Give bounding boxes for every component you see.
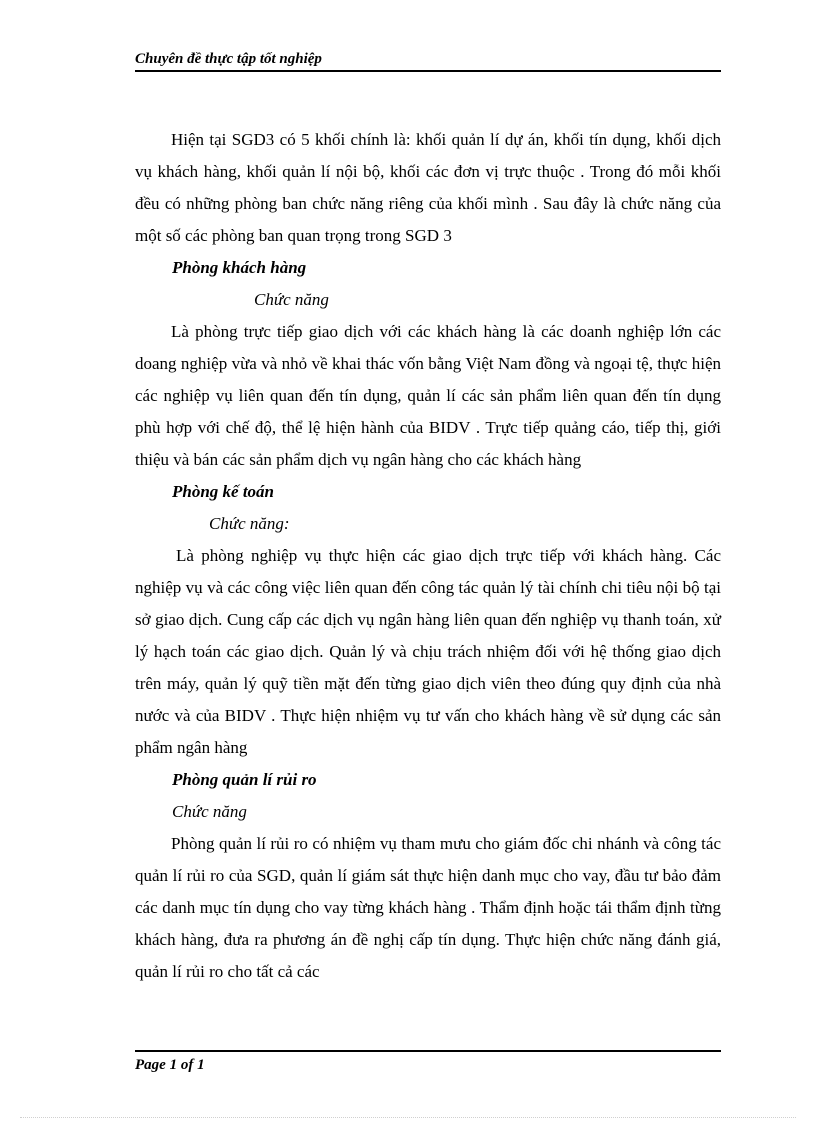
section-text-customer: Là phòng trực tiếp giao dịch với các khách hàng là các doanh nghiệp lớn các doang nghiệp vừa và nhỏ về khai thác vốn bằng Việt Nam đồng và ngoại tệ, thực hiện các nghiệp vụ liên quan đến tín dụng, quản lí các sản phẩm liên quan đến tín dụng phù hợp với chế độ, thể lệ hiện hành của BIDV . Trực tiếp quảng cáo, tiếp thị, giới thiệu và bán các sản phẩm dịch vụ ngân hàng cho các khách hàng [135,322,721,469]
section-heading-accounting: Phòng kế toán [172,482,275,501]
section-text-risk: Phòng quản lí rủi ro có nhiệm vụ tham mưu cho giám đốc chi nhánh và công tác quản lí rủi ro của SGD, quản lí giám sát thực hiện danh mục cho vay, đầu tư bảo đảm các danh mục tín dụng cho vay từng khách hàng . Thẩm định hoặc tái thẩm định từng khách hàng, đưa ra phương án đề nghị cấp tín dụng. Thực hiện chức năng đánh giá, quản lí rủi ro cho tất cả các [135,834,721,981]
intro-paragraph: Hiện tại SGD3 có 5 khối chính là: khối quản lí dự án, khối tín dụng, khối dịch vụ khách hàng, khối quản lí nội bộ, khối các đơn vị trực thuộc . Trong đó mỗi khối đều có những phòng ban chức năng riêng của khối mình . Sau đây là chức năng của một số các phòng ban quan trọng trong SGD 3 [135,130,721,245]
page-number: Page 1 of 1 [135,1057,205,1073]
page-edge-divider [20,1117,796,1118]
page-body [135,124,721,988]
section-heading-customer: Phòng khách hàng [172,258,307,277]
function-label-customer: Chức năng [254,290,329,309]
function-label-accounting: Chức năng: [209,514,290,533]
function-label-risk: Chức năng [172,802,247,821]
section-heading-risk: Phòng quản lí rủi ro [172,770,317,789]
section-text-accounting: Là phòng nghiệp vụ thực hiện các giao dịch trực tiếp với khách hàng. Các nghiệp vụ và các công việc liên quan đến công tác quản lý tài chính chi tiêu nội bộ tại sở giao dịch. Cung cấp các dịch vụ ngân hàng liên quan đến nghiệp vụ thanh toán, xử lý hạch toán các giao dịch. Quản lý và chịu trách nhiệm đối với hệ thống giao dịch trên máy, quản lý quỹ tiền mặt đến từng giao dịch viên theo đúng quy định của nhà nước và của BIDV . Thực hiện nhiệm vụ tư vấn cho khách hàng về sử dụng các sản phẩm ngân hàng [135,546,721,757]
page-header [135,50,721,68]
header-rule [135,70,721,72]
header-title: Chuyên đề thực tập tốt nghiệp [135,51,322,67]
footer-rule [135,1050,721,1052]
